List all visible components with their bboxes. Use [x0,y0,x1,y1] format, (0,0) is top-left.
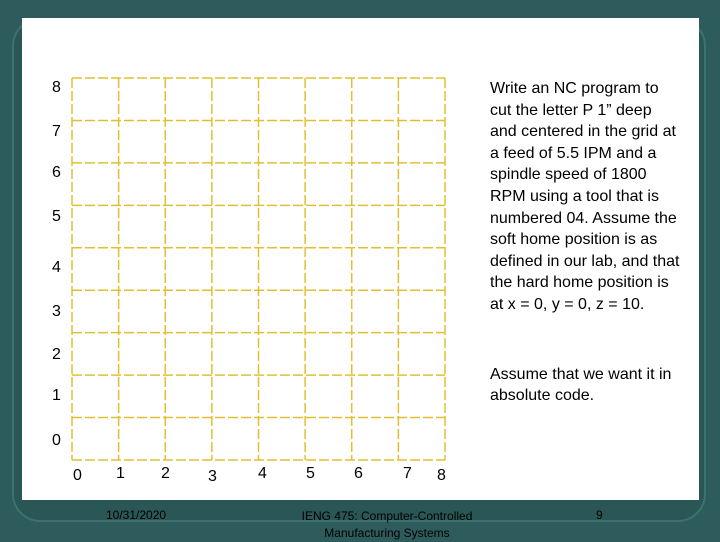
y-label-1: 1 [52,387,61,404]
instruction-text: Write an NC program to cut the letter P 1” deep and centered in the grid at a feed of 5.5 IPM and a spindle speed of 1800 RPM using a tool that is numbered 04. Assume the soft home position is as defined in our lab, and that the hard home position is at x = 0, y = 0, z = 10. [490,80,680,313]
absolute-code-note: Assume that we want it in absolute code. [490,366,672,404]
x-label-1: 1 [116,465,125,482]
x-label-8: 8 [437,467,446,484]
y-label-8: 8 [52,79,61,96]
footer-page-number: 9 [596,508,603,522]
x-label-2: 2 [161,465,170,482]
y-label-7: 7 [52,123,61,140]
y-label-0: 0 [52,432,61,449]
x-label-4: 4 [258,465,267,482]
y-label-4: 4 [52,259,61,276]
y-label-5: 5 [52,208,61,225]
y-label-2: 2 [52,346,61,363]
x-label-0: 0 [73,467,82,484]
footer-date: 10/31/2020 [106,508,167,522]
x-label-6: 6 [354,465,363,482]
grid-lines [72,78,445,460]
y-label-3: 3 [52,303,61,320]
x-label-5: 5 [306,465,315,482]
x-label-7: 7 [403,465,412,482]
y-label-6: 6 [52,164,61,181]
footer-course-title: IENG 475: Computer-Controlled Manufacturing Systems [301,509,473,540]
x-label-3: 3 [208,468,217,485]
